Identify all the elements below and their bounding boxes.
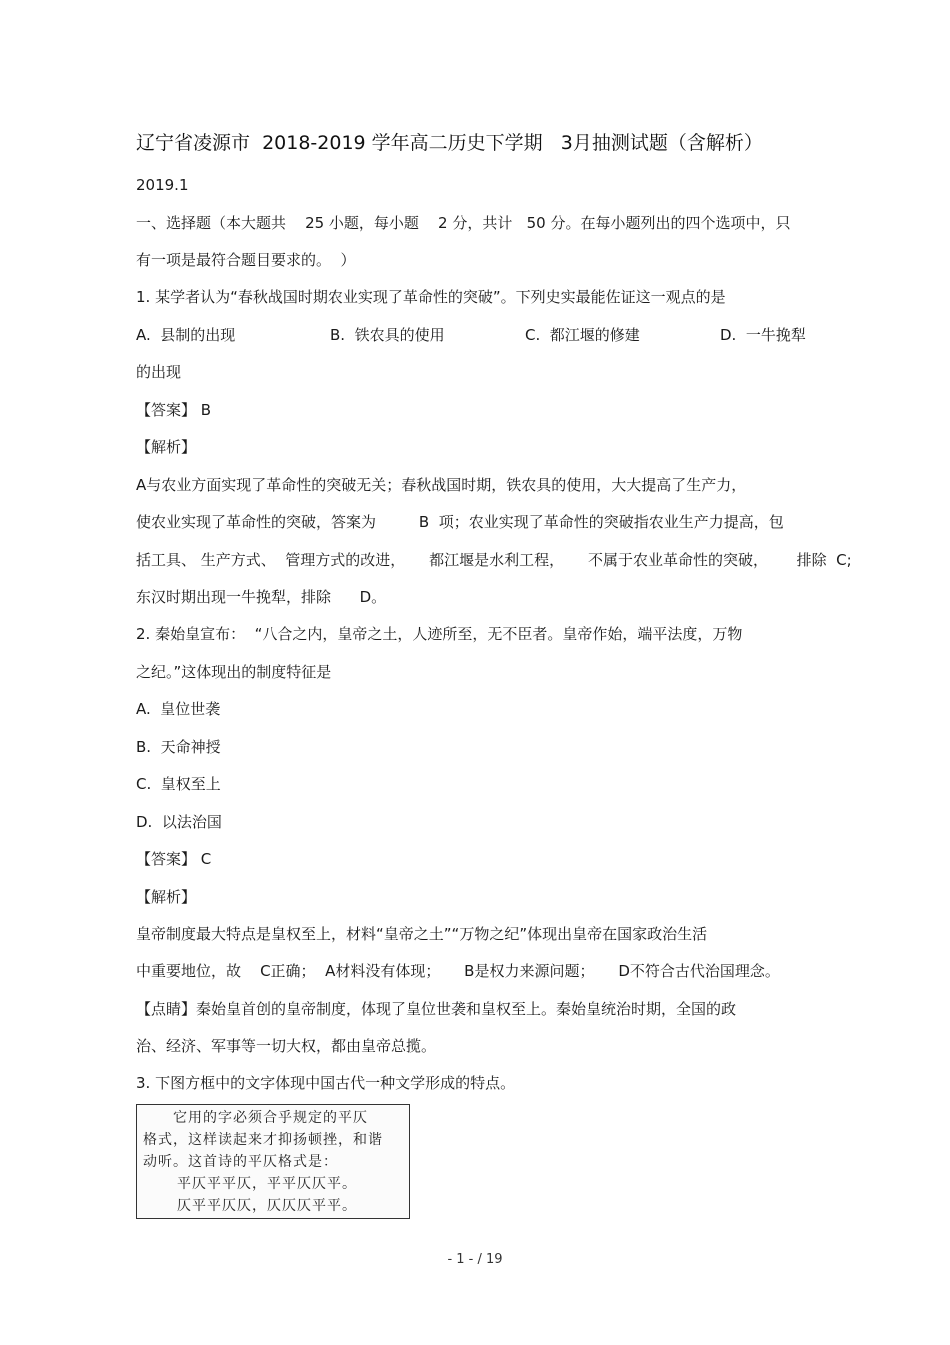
question-1-answer: 【答案】 B [136,401,212,419]
question-1-option-c: C. 都江堰的修建 [525,326,640,344]
question-2-stem-line: 2. 秦始皇宣布： “八合之内，皇帝之土，人迹所至，无不臣者。皇帝作始，端平法度，万物 [136,625,743,643]
page-number: - 1 - / 19 [447,1252,503,1267]
question-1-option-d-continued: 的出现 [136,363,182,381]
question-2-option-b: B. 天命神授 [136,738,221,756]
question-1-analysis-line: A与农业方面实现了革命性的突破无关；春秋战国时期，铁农具的使用，大大提高了生产力， [136,476,747,494]
question-1-option-a: A. 县制的出现 [136,326,236,344]
question-2-analysis-line: 中重要地位，故 C正确； A材料没有体现； B是权力来源问题； D不符合古代治国理念。 [136,962,780,980]
figure-text-line: 平仄平平仄，平平仄仄平。 [177,1176,357,1192]
document-title: 辽宁省凌源市 2018-2019 学年高二历史下学期 3月抽测试题（含解析） [136,132,763,154]
figure-text-line: 动听。这首诗的平仄格式是： [143,1154,338,1170]
question-2-comment-line: 【点睛】秦始皇首创的皇帝制度，体现了皇位世袭和皇权至上。秦始皇统治时期，全国的政 [136,1000,737,1018]
question-2-analysis-line: 皇帝制度最大特点是皇权至上，材料“皇帝之土”“万物之纪”体现出皇帝在国家政治生活 [136,925,708,943]
document-date: 2019.1 [136,176,189,194]
question-3-stem: 3. 下图方框中的文字体现中国古代一种文学形成的特点。 [136,1074,516,1092]
question-2-answer: 【答案】 C [136,850,212,868]
question-2-option-a: A. 皇位世袭 [136,700,221,718]
question-3-figure-box [136,1104,410,1219]
figure-text-line: 仄平平仄仄，仄仄仄平平。 [177,1198,357,1214]
figure-text-line: 格式，这样读起来才抑扬顿挫，和谐 [143,1132,383,1148]
question-2-option-c: C. 皇权至上 [136,775,221,793]
question-1-option-d: D. 一牛挽犁 [720,326,806,344]
figure-text-line: 它用的字必须合乎规定的平仄 [173,1110,368,1126]
instructions-line-2: 有一项是最符合题目要求的。 ） [136,251,356,269]
question-1-analysis-line: 使农业实现了革命性的突破，答案为 B 项；农业实现了革命性的突破指农业生产力提高，包 [136,513,784,531]
question-1-stem: 1. 某学者认为“春秋战国时期农业实现了革命性的突破”。下列史实最能佐证这一观点的是 [136,288,726,306]
question-2-stem-line: 之纪。”这体现出的制度特征是 [136,663,332,681]
question-1-option-b: B. 铁农具的使用 [330,326,445,344]
question-1-analysis-line: 东汉时期出现一牛挽犁，排除 D。 [136,588,387,606]
instructions-line-1: 一、选择题（本大题共 25 小题，每小题 2 分，共计 50 分。在每小题列出的四个选项中，只 [136,214,791,232]
question-2-analysis-label: 【解析】 [136,888,197,906]
question-1-analysis-line: 括工具、 生产方式、 管理方式的改进， 都江堰是水利工程， 不属于农业革命性的突破， 排除 C; [136,551,852,569]
question-2-comment-line: 治、经济、军事等一切大权，都由皇帝总揽。 [136,1037,437,1055]
question-1-analysis-label: 【解析】 [136,438,197,456]
question-2-option-d: D. 以法治国 [136,813,222,831]
